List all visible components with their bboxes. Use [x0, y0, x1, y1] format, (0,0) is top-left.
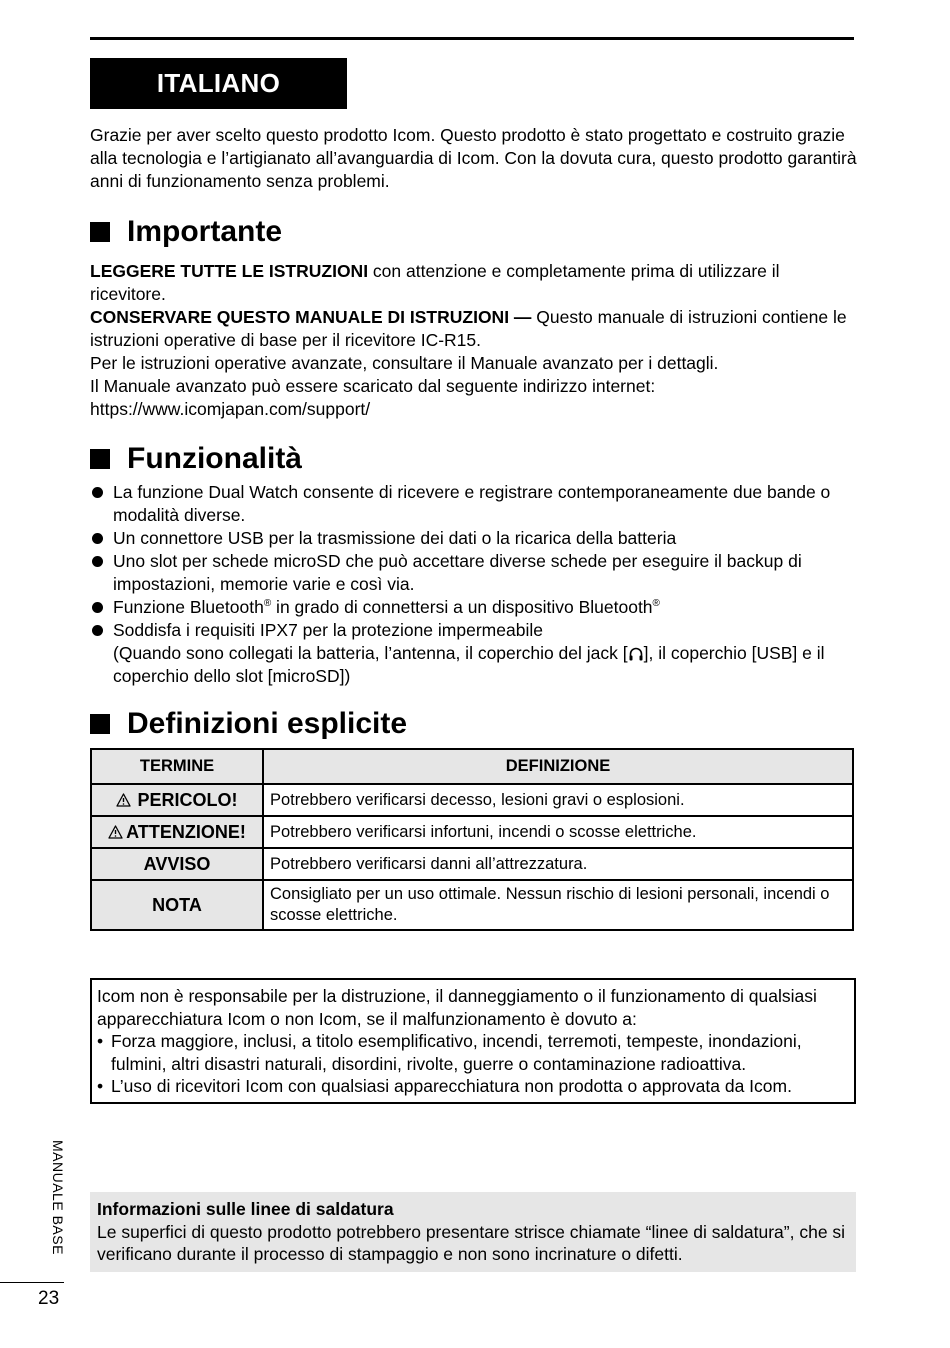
feature-note: ], il coperchio [USB] e il coperchio dello slot [microSD])	[113, 643, 825, 686]
feature-text: Uno slot per schede microSD che può accettare diverse schede per eseguire il backup di impostazioni, memorie varie e così via.	[113, 551, 802, 594]
list-item	[90, 481, 860, 527]
bullet-dot-icon	[92, 533, 103, 544]
heading-definizioni	[90, 706, 407, 742]
list-item	[90, 550, 860, 596]
disclaimer-item-text: Forza maggiore, inclusi, a titolo esemplificativo, incendi, terremoti, tempeste, inondazioni, fulmini, altri disastri naturali, disordini, rivolte, guerre o contaminazione radioattiva.	[111, 1031, 802, 1074]
table-row	[91, 816, 853, 848]
footer-rule	[0, 1282, 64, 1283]
table-row	[91, 880, 853, 930]
side-section-label: MANUALE BASE	[50, 1140, 66, 1255]
weld-lines-title: Informazioni sulle linee di saldatura	[97, 1199, 394, 1219]
bullet-dot-icon	[92, 625, 103, 636]
table-row	[91, 784, 853, 816]
weld-lines-text: Le superfici di questo prodotto potrebbero presentare strisce chiamate “linee di saldatura”, che si verificano durante il processo di stampaggio e non sono incrinature o difetti.	[97, 1221, 846, 1264]
term-cell	[91, 784, 263, 816]
table-header-row	[91, 749, 853, 784]
importante-p1	[90, 260, 860, 306]
importante-p1-rest: con attenzione e completamente prima di utilizzare il ricevitore.	[90, 261, 780, 304]
bullet-dot-icon	[92, 487, 103, 498]
importante-p4: Il Manuale avanzato può essere scaricato dal seguente indirizzo internet:	[90, 376, 656, 396]
intro-paragraph: Grazie per aver scelto questo prodotto Icom. Questo prodotto è stato progettato e costruito grazie alla tecnologia e l’artigianato all’avanguardia di Icom. Con la dovuta cura, questo prodotto garantirà anni di funzionamento senza problemi.	[90, 125, 857, 191]
support-url: https://www.icomjapan.com/support/	[90, 399, 371, 419]
square-bullet-icon	[90, 449, 110, 469]
definition-cell: Potrebbero verificarsi decesso, lesioni gravi o esplosioni.	[263, 784, 853, 816]
heading-importante-text: Importante	[127, 215, 283, 248]
importante-body	[90, 260, 860, 421]
heading-funzionalita-text: Funzionalità	[127, 442, 302, 475]
importante-p2-rest: Questo manuale di istruzioni contiene le istruzioni operative di base per il ricevitore IC-R15.	[90, 307, 847, 350]
language-tab	[90, 58, 347, 109]
square-bullet-icon	[90, 714, 110, 734]
bullet-dot-icon	[92, 556, 103, 567]
importante-p1-bold: LEGGERE TUTTE LE ISTRUZIONI	[90, 261, 369, 281]
definition-cell: Potrebbero verificarsi danni all’attrezzatura.	[263, 848, 853, 880]
warning-triangle-icon	[108, 825, 123, 839]
disclaimer-item	[97, 1030, 849, 1075]
column-header-term: TERMINE	[91, 749, 263, 784]
bullet-icon: •	[97, 1031, 104, 1051]
term-cell: NOTA	[91, 880, 263, 930]
square-bullet-icon	[90, 222, 110, 242]
feature-text: La funzione Dual Watch consente di ricevere e registrare contemporaneamente due bande o modalità diverse.	[113, 482, 831, 525]
list-item	[90, 596, 860, 619]
disclaimer-item	[97, 1075, 849, 1098]
table-row	[91, 848, 853, 880]
importante-p2-bold: CONSERVARE QUESTO MANUALE DI ISTRUZIONI —	[90, 307, 532, 327]
term-label: ATTENZIONE!	[126, 821, 246, 842]
page-number: 23	[38, 1288, 60, 1309]
feature-text: Un connettore USB per la trasmissione dei dati o la ricarica della batteria	[113, 528, 677, 548]
feature-note: (Quando sono collegati la batteria, l’antenna, il coperchio del jack [	[113, 643, 628, 663]
feature-text: Funzione Bluetooth	[113, 597, 264, 617]
term-cell	[91, 816, 263, 848]
feature-text: Soddisfa i requisiti IPX7 per la protezione impermeabile	[113, 620, 543, 640]
definition-cell: Potrebbero verificarsi infortuni, incendi o scosse elettriche.	[263, 816, 853, 848]
bullet-icon: •	[97, 1076, 104, 1096]
weld-lines-info-box	[90, 1192, 856, 1272]
heading-importante	[90, 214, 282, 250]
term-label: PERICOLO!	[137, 789, 238, 810]
feature-text: in grado di connettersi a un dispositivo Bluetooth	[271, 597, 653, 617]
language-label: ITALIANO	[156, 68, 281, 98]
heading-funzionalita	[90, 441, 302, 477]
importante-p3: Per le istruzioni operative avanzate, consultare il Manuale avanzato per i dettagli.	[90, 353, 719, 373]
top-rule	[90, 37, 854, 40]
disclaimer-item-text: L’uso di ricevitori Icom con qualsiasi apparecchiatura non prodotta o approvata da Icom.	[111, 1076, 792, 1096]
term-cell: AVVISO	[91, 848, 263, 880]
definitions-table	[90, 748, 854, 931]
list-item	[90, 619, 860, 688]
bullet-dot-icon	[92, 602, 103, 613]
list-item	[90, 527, 860, 550]
heading-definizioni-text: Definizioni esplicite	[127, 707, 408, 740]
disclaimer-box	[90, 978, 856, 1104]
registered-mark: ®	[263, 598, 272, 610]
registered-mark: ®	[652, 598, 660, 610]
feature-list	[90, 481, 860, 688]
headphone-jack-icon	[628, 646, 644, 662]
warning-triangle-icon	[116, 793, 131, 807]
disclaimer-text: Icom non è responsabile per la distruzione, il danneggiamento o il funzionamento di qualsiasi apparecchiatura Icom o non Icom, se il malfunzionamento è dovuto a:	[97, 986, 817, 1029]
importante-p2	[90, 306, 860, 352]
column-header-definition: DEFINIZIONE	[263, 749, 853, 784]
definition-cell: Consigliato per un uso ottimale. Nessun rischio di lesioni personali, incendi o scosse elettriche.	[263, 880, 853, 930]
